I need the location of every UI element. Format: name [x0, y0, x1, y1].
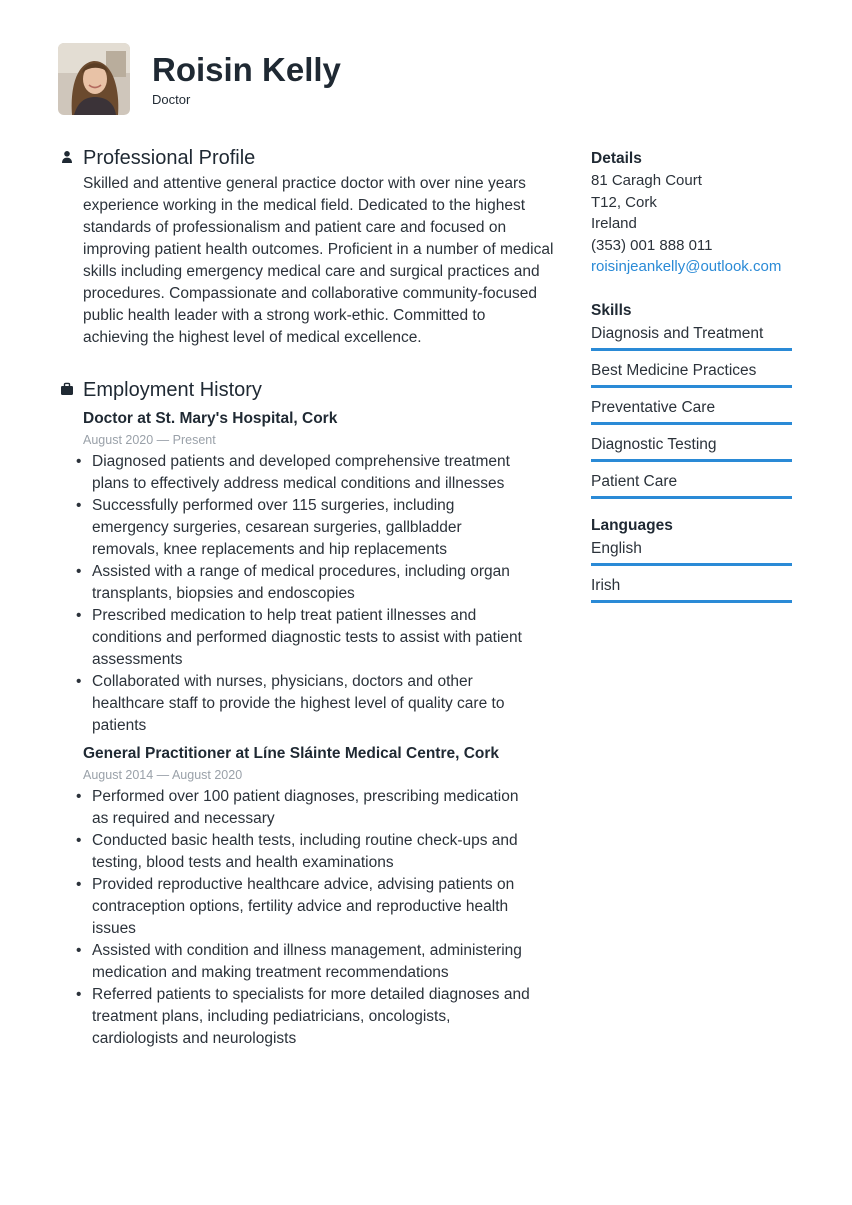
employment-section: [60, 376, 560, 1050]
languages-section: [591, 515, 792, 603]
address-country: Ireland: [591, 215, 637, 232]
skill-label: Diagnosis and Treatment: [591, 324, 764, 342]
bullet-dot: •: [76, 607, 82, 624]
job-bullet: [60, 786, 532, 830]
bullet-dot: •: [76, 876, 82, 893]
bullet-dot: •: [76, 453, 82, 470]
skill-item: [591, 470, 792, 499]
avatar: [58, 43, 130, 115]
person-icon: [60, 150, 74, 164]
bullet-text: Performed over 100 patient diagnoses, prescribing medication as required and necessary: [92, 788, 519, 827]
skill-level-bar: [591, 459, 792, 462]
language-level-bar: [591, 563, 792, 566]
job-title: General Practitioner at Líne Sláinte Medical Centre, Cork: [83, 745, 500, 762]
languages-heading: Languages: [591, 516, 673, 534]
bullet-text: Prescribed medication to help treat patient illnesses and conditions and performed diagnostic tests to assist with patient assessments: [92, 607, 522, 668]
skill-item: [591, 322, 792, 351]
bullet-text: Referred patients to specialists for more detailed diagnoses and treatment plans, including pediatricians, oncologists, cardiologists and neurologists: [92, 986, 530, 1047]
employment-heading: Employment History: [83, 379, 262, 401]
job-bullet: [60, 830, 532, 874]
skill-label: Preventative Care: [591, 398, 716, 416]
job-bullet: [60, 874, 532, 940]
skill-label: Patient Care: [591, 472, 678, 490]
job-dates: August 2020 — Present: [83, 433, 216, 447]
job-entry: [83, 743, 560, 785]
language-level-track: [591, 563, 792, 566]
language-level-track: [591, 600, 792, 603]
job-bullet: [60, 605, 532, 671]
skill-level-track: [591, 385, 792, 388]
job-bullet: [60, 561, 532, 605]
skill-level-bar: [591, 348, 792, 351]
bullet-dot: •: [76, 986, 82, 1003]
skill-label: Diagnostic Testing: [591, 435, 717, 453]
details-section: [591, 148, 792, 278]
skill-level-bar: [591, 422, 792, 425]
job-bullet: [60, 940, 532, 984]
bullet-dot: •: [76, 563, 82, 580]
language-item: [591, 574, 792, 603]
skill-level-bar: [591, 496, 792, 499]
main-column: [60, 144, 560, 1056]
job-bullet: [60, 671, 532, 737]
portrait-photo-icon: [58, 43, 130, 115]
phone-number: (353) 001 888 011: [591, 236, 713, 254]
skill-item: [591, 396, 792, 425]
job-dates: August 2014 — August 2020: [83, 768, 243, 782]
bullet-text: Provided reproductive healthcare advice, advising patients on contraception options, fertility advice and reproductive health issues: [92, 876, 515, 937]
address-line-2: T12, Cork: [591, 193, 657, 211]
job-bullet: [60, 495, 532, 561]
bullet-dot: •: [76, 788, 82, 805]
bullet-text: Conducted basic health tests, including routine check-ups and testing, blood tests and health examinations: [92, 832, 518, 871]
job-entry: [83, 408, 560, 450]
profile-section-header: [60, 144, 560, 172]
job-bullet: [60, 984, 532, 1050]
employment-section-header: [60, 376, 560, 404]
job-bullet: [60, 451, 532, 495]
job-bullet-list: [60, 451, 560, 737]
skills-section: [591, 300, 792, 499]
bullet-text: Diagnosed patients and developed comprehensive treatment plans to effectively address medical conditions and illnesses: [92, 453, 510, 492]
details-heading: Details: [591, 150, 642, 167]
profile-summary: Skilled and attentive general practice doctor with over nine years experience working in the medical field. Dedicated to the highest standards of professionalism and patient care and focused on improving patient health outcomes. Proficient in a number of medical skills including emergency medical care and surgical practices and procedures. Compassionate and collaborative community-focused public health leader with a strong work-ethic. Committed to achieving the highest level of medical excellence.: [83, 175, 554, 346]
skill-level-track: [591, 496, 792, 499]
language-label: Irish: [591, 576, 621, 594]
language-label: English: [591, 539, 642, 557]
skill-label: Best Medicine Practices: [591, 361, 757, 379]
bullet-dot: •: [76, 497, 82, 514]
job-bullet-list: [60, 786, 560, 1050]
bullet-dot: •: [76, 942, 82, 959]
language-level-bar: [591, 600, 792, 603]
skill-item: [591, 433, 792, 462]
skills-heading: Skills: [591, 301, 632, 319]
bullet-text: Assisted with condition and illness management, administering medication and making treatment recommendations: [92, 942, 522, 981]
bullet-text: Assisted with a range of medical procedures, including organ transplants, biopsies and endoscopies: [92, 563, 510, 602]
language-item: [591, 537, 792, 566]
bullet-text: Collaborated with nurses, physicians, doctors and other healthcare staff to provide the highest level of quality care to patients: [92, 673, 505, 734]
candidate-title: Doctor: [152, 92, 191, 107]
sidebar-column: [591, 148, 792, 625]
skill-level-track: [591, 422, 792, 425]
skills-list: [591, 322, 792, 499]
bullet-text: Successfully performed over 115 surgeries, including emergency surgeries, cesarean surgeries, gallbladder removals, knee replacements and hip replacements: [92, 497, 462, 558]
briefcase-icon: [60, 382, 74, 396]
skill-level-bar: [591, 385, 792, 388]
skill-level-track: [591, 348, 792, 351]
email-link[interactable]: roisinjeankelly@outlook.com: [591, 258, 782, 275]
profile-heading: Professional Profile: [83, 147, 256, 169]
bullet-dot: •: [76, 832, 82, 849]
address-line-1: 81 Caragh Court: [591, 172, 702, 189]
languages-list: [591, 537, 792, 603]
job-title: Doctor at St. Mary's Hospital, Cork: [83, 410, 338, 427]
candidate-name: Roisin Kelly: [152, 51, 341, 88]
skill-level-track: [591, 459, 792, 462]
skill-item: [591, 359, 792, 388]
bullet-dot: •: [76, 673, 82, 690]
